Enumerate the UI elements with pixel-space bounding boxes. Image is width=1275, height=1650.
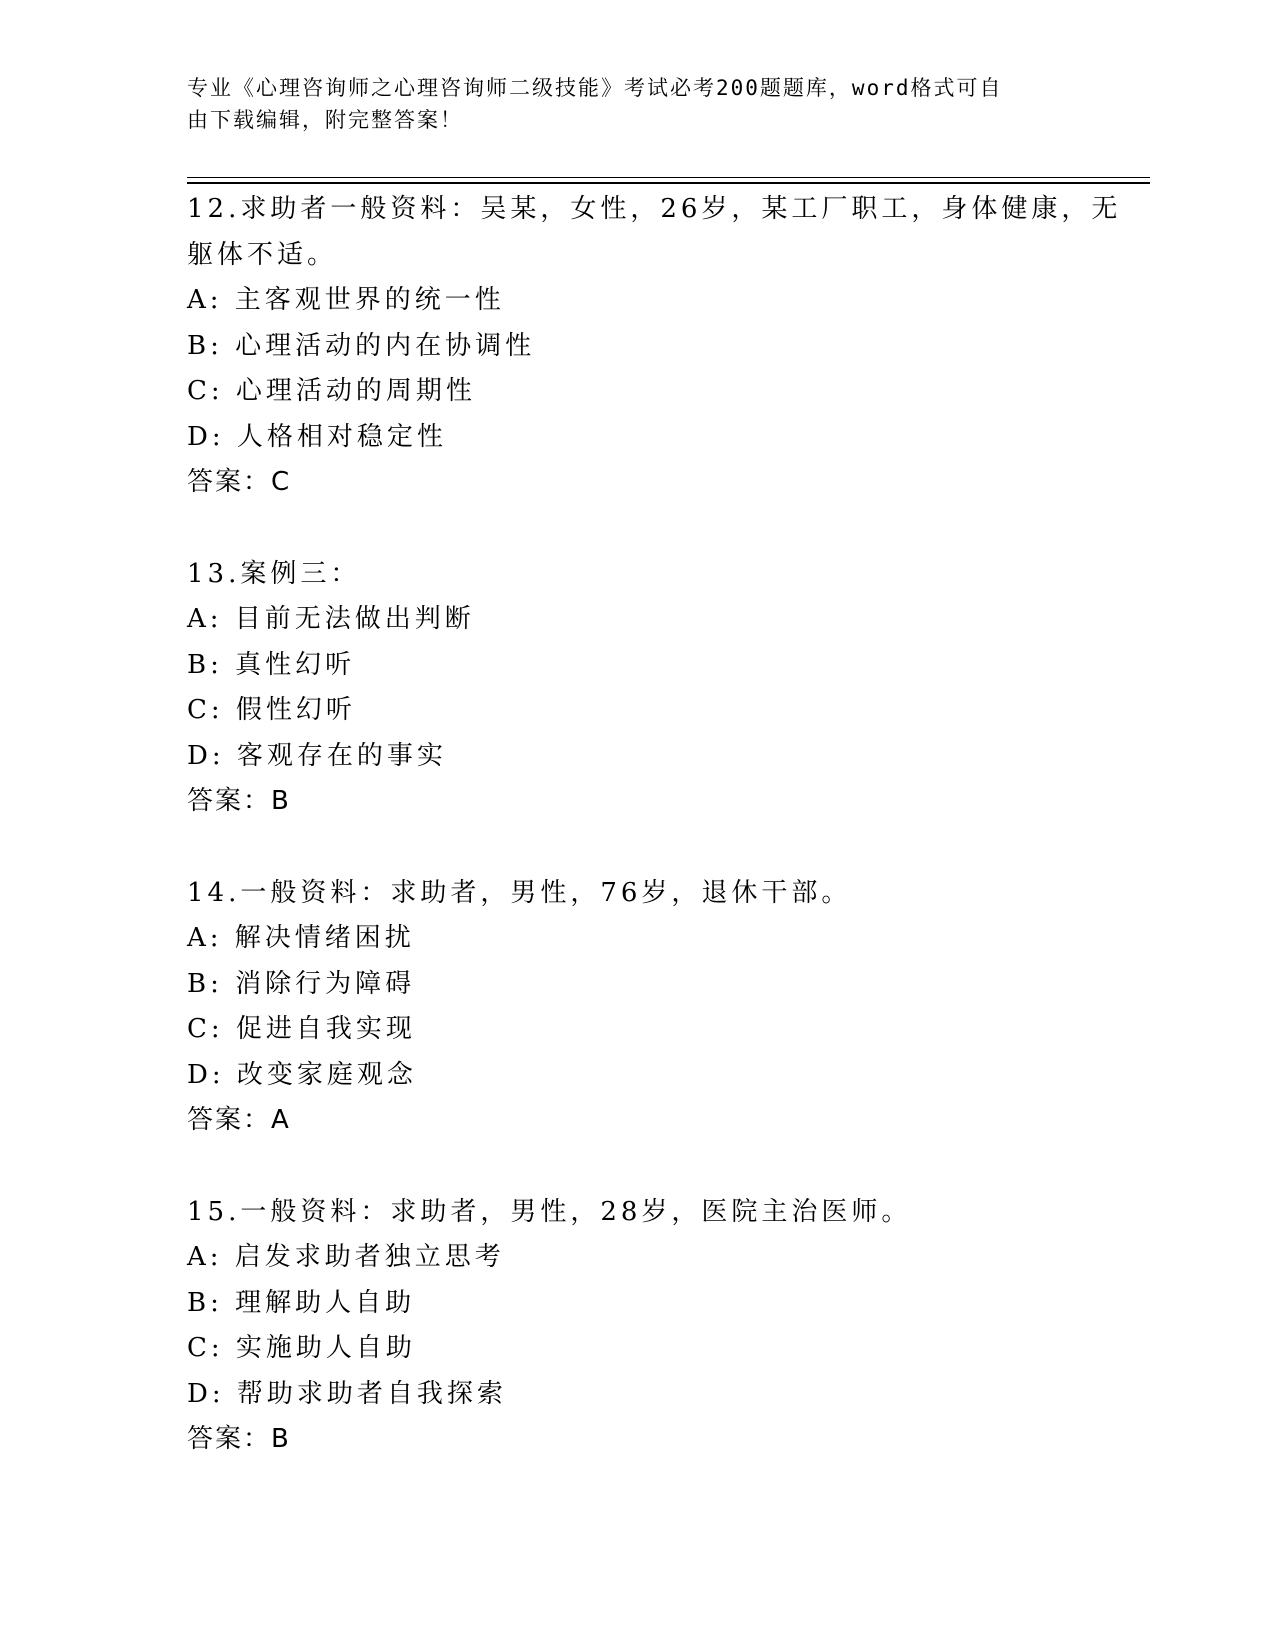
question-stem: 15.一般资料：求助者，男性，28岁，医院主治医师。 xyxy=(187,1196,912,1227)
question-list xyxy=(187,187,1122,1463)
option-c: C: 假性幻听 xyxy=(187,695,356,725)
option-a: A: 主客观世界的统一性 xyxy=(187,285,505,315)
option-d: D: 帮助求助者自我探索 xyxy=(187,1378,507,1409)
header-line-2: 由下载编辑，附完整答案！ xyxy=(187,108,463,132)
answer: 答案：C xyxy=(187,467,292,497)
option-c: C: 心理活动的周期性 xyxy=(187,376,476,406)
answer: 答案：A xyxy=(187,1105,291,1135)
header-line-1: 专业《心理咨询师之心理咨询师二级技能》考试必考200题题库，word格式可自 xyxy=(187,76,1003,100)
question-stem: 14.一般资料：求助者，男性，76岁，退休干部。 xyxy=(187,877,852,908)
option-b: B: 真性幻听 xyxy=(187,649,356,680)
question-stem: 12.求助者一般资料：吴某，女性，26岁，某工厂职工，身体健康，无 xyxy=(187,194,1122,224)
header-divider-thick xyxy=(187,182,1150,184)
option-d: D: 改变家庭观念 xyxy=(187,1059,417,1090)
answer: 答案：B xyxy=(187,786,291,816)
option-c: C: 实施助人自助 xyxy=(187,1333,416,1363)
question-15 xyxy=(187,1190,1087,1463)
answer: 答案：B xyxy=(187,1424,291,1454)
option-b: B: 消除行为障碍 xyxy=(187,968,416,999)
question-stem: 13.案例三： xyxy=(187,558,361,589)
option-a: A: 目前无法做出判断 xyxy=(187,604,475,634)
option-d: D: 人格相对稳定性 xyxy=(187,421,447,452)
option-c: C: 促进自我实现 xyxy=(187,1014,416,1044)
option-d: D: 客观存在的事实 xyxy=(187,740,447,771)
header-divider-thin xyxy=(187,177,1150,178)
option-b: B: 心理活动的内在协调性 xyxy=(187,330,536,361)
document-header xyxy=(187,72,1087,136)
option-a: A: 启发求助者独立思考 xyxy=(187,1242,505,1272)
question-13 xyxy=(187,552,1087,825)
option-a: A: 解决情绪困扰 xyxy=(187,923,415,953)
question-12 xyxy=(187,187,1122,506)
question-14 xyxy=(187,871,1087,1144)
option-b: B: 理解助人自助 xyxy=(187,1287,416,1318)
question-stem: 躯体不适。 xyxy=(187,239,338,270)
